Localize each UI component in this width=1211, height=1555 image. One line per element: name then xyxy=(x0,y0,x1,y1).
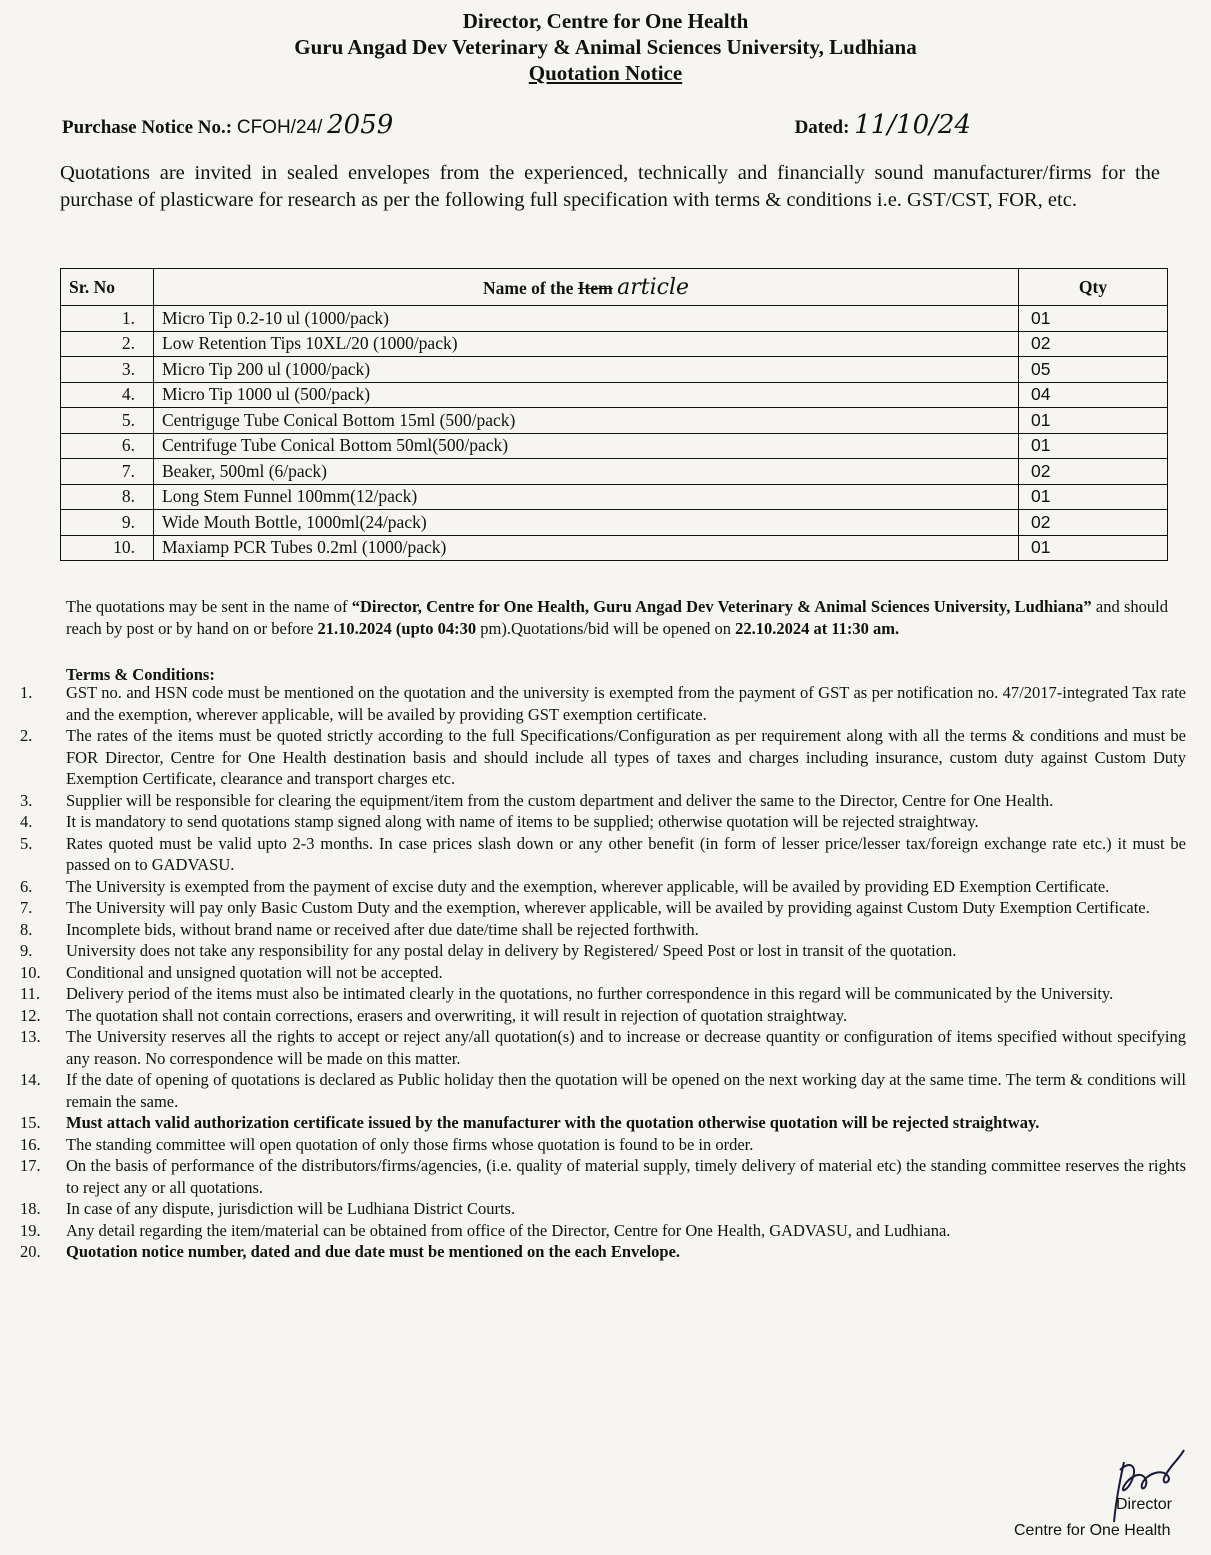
term-number: 19. xyxy=(20,1220,41,1240)
row-item-name: Centriguge Tube Conical Bottom 15ml (500/pack) xyxy=(154,408,1019,434)
row-qty: 01 xyxy=(1019,433,1168,459)
table-row xyxy=(61,331,1168,357)
term-text: On the basis of performance of the distributors/firms/agencies, (i.e. quality of material supply, timely delivery of material etc) the standing committee reserves the rights to reject any or all quotations. xyxy=(66,1156,1186,1197)
row-sr-no: 9. xyxy=(61,510,154,536)
row-qty: 02 xyxy=(1019,459,1168,485)
row-sr-no: 7. xyxy=(61,459,154,485)
term-number: 20. xyxy=(20,1242,41,1261)
row-qty: 01 xyxy=(1019,535,1168,561)
term-item xyxy=(16,811,1186,833)
terms-heading: Terms & Conditions: xyxy=(66,665,215,684)
items-table-body xyxy=(61,306,1168,561)
term-number: 4. xyxy=(20,812,33,831)
term-item xyxy=(16,897,1186,919)
document-header xyxy=(0,8,1211,86)
col-name-struck-word: Item xyxy=(577,277,613,298)
purchase-notice-handwritten-number: 2059 xyxy=(327,110,394,140)
term-item xyxy=(16,1220,1186,1242)
term-number: 11. xyxy=(20,984,41,1003)
term-item xyxy=(16,962,1186,984)
term-text: The quotation shall not contain corrections, erasers and overwriting, it will result in rejection of quotation straightway. xyxy=(66,1005,848,1025)
purchase-notice-prefix: CFOH/24/ xyxy=(236,117,323,138)
term-number: 12. xyxy=(20,1005,41,1025)
row-item-name: Low Retention Tips 10XL/20 (1000/pack) xyxy=(154,331,1019,357)
table-row xyxy=(61,382,1168,408)
term-item xyxy=(16,940,1186,962)
term-item xyxy=(16,833,1186,876)
items-table xyxy=(60,268,1168,561)
term-item xyxy=(16,1026,1186,1069)
term-item xyxy=(16,1069,1186,1112)
term-text: The University is exempted from the payment of excise duty and the exemption, wherever applicable, will be availed by providing ED Exemption Certificate. xyxy=(66,876,1110,896)
term-text: If the date of opening of quotations is declared as Public holiday then the quotation will be opened on the next working day at the same time. The term & conditions will remain the same. xyxy=(66,1070,1186,1111)
table-row xyxy=(61,535,1168,561)
intro-paragraph: Quotations are invited in sealed envelopes from the experienced, technically and financially sound manufacturer/firms for the purchase of plasticware for research as per the following full specification with terms & conditions i.e. GST/CST, FOR, etc. xyxy=(60,162,1160,211)
term-number: 18. xyxy=(20,1199,41,1218)
dated-handwritten-value: 11/10/24 xyxy=(854,110,971,140)
col-qty: Qty xyxy=(1019,269,1168,306)
term-text: The University reserves all the rights to accept or reject any/all quotation(s) and to increase or decrease quantity or configuration of items specified without specifying any reason. No correspondence will be made on this matter. xyxy=(66,1027,1186,1068)
term-text: The rates of the items must be quoted strictly according to the full Specifications/Configuration as per requirement along with all the terms & conditions and must be FOR Director, Centre for One Health destination basis and should include all types of taxes and charges including insurance, custom duty against Custom Duty Exemption Certificate, clearance and transport charges etc. xyxy=(66,726,1186,788)
term-number: 2. xyxy=(20,726,33,745)
term-number: 9. xyxy=(20,941,33,960)
term-text: Conditional and unsigned quotation will not be accepted. xyxy=(66,962,443,982)
row-sr-no: 8. xyxy=(61,484,154,510)
row-sr-no: 3. xyxy=(61,357,154,383)
row-qty: 01 xyxy=(1019,408,1168,434)
table-row xyxy=(61,433,1168,459)
table-row xyxy=(61,510,1168,536)
term-text: University does not take any responsibility for any postal delay in delivery by Registered/ Speed Post or lost in transit of the quotation. xyxy=(66,941,957,960)
signature-title: Director xyxy=(1116,1496,1173,1513)
row-item-name: Micro Tip 200 ul (1000/pack) xyxy=(154,357,1019,383)
term-number: 3. xyxy=(20,790,33,810)
col-sr-no: Sr. No xyxy=(61,269,154,306)
term-text: Any detail regarding the item/material can be obtained from office of the Director, Centre for One Health, GADVASU, and Ludhiana. xyxy=(66,1220,951,1240)
row-sr-no: 2. xyxy=(61,331,154,357)
dated-label: Dated: xyxy=(794,117,850,138)
row-sr-no: 10. xyxy=(61,535,154,561)
submission-due-date: 21.10.2024 (upto 04:30 xyxy=(317,618,477,638)
row-item-name: Micro Tip 1000 ul (500/pack) xyxy=(154,382,1019,408)
table-row xyxy=(61,484,1168,510)
term-text: Supplier will be responsible for clearing the equipment/item from the custom department and deliver the same to the Director, Centre for One Health. xyxy=(66,790,1054,810)
term-number: 15. xyxy=(20,1113,41,1132)
term-item xyxy=(16,1112,1186,1134)
term-text: GST no. and HSN code must be mentioned on the quotation and the university is exempted from the payment of GST as per notification no. 47/2017-integrated Tax rate and the exemption, wherever applicable, will be availed by providing GST exemption certificate. xyxy=(66,683,1186,724)
term-item xyxy=(16,919,1186,941)
table-row xyxy=(61,357,1168,383)
term-text: Rates quoted must be valid upto 2-3 months. In case prices slash down or any other benefit (in form of lesser price/lesser tax/foreign exchange rate etc.) it must be passed on to GADVASU. xyxy=(66,833,1186,874)
term-item xyxy=(16,682,1186,725)
row-qty: 01 xyxy=(1019,484,1168,510)
row-item-name: Maxiamp PCR Tubes 0.2ml (1000/pack) xyxy=(154,535,1019,561)
terms-list xyxy=(16,682,1186,1263)
term-number: 16. xyxy=(20,1134,41,1154)
term-text: The University will pay only Basic Custom Duty and the exemption, wherever applicable, will be availed by providing against Custom Duty Exemption Certificate. xyxy=(66,898,1150,917)
col-item-name xyxy=(154,269,1019,306)
row-qty: 04 xyxy=(1019,382,1168,408)
header-university-line: Guru Angad Dev Veterinary & Animal Sciences University, Ludhiana xyxy=(294,35,917,59)
table-row xyxy=(61,408,1168,434)
term-text: The standing committee will open quotation of only those firms whose quotation is found to be in order. xyxy=(66,1134,754,1154)
dated-field xyxy=(795,110,971,140)
submission-paragraph xyxy=(66,596,1168,639)
signature-block xyxy=(1012,1440,1202,1550)
term-number: 17. xyxy=(20,1156,41,1175)
term-number: 13. xyxy=(20,1027,41,1046)
submission-addressee: “Director, Centre for One Health, Guru Angad Dev Veterinary & Animal Sciences University, Ludhiana” xyxy=(351,597,1092,616)
signature-department: Centre for One Health xyxy=(1014,1522,1171,1539)
row-qty: 02 xyxy=(1019,331,1168,357)
row-sr-no: 1. xyxy=(61,306,154,332)
row-item-name: Micro Tip 0.2-10 ul (1000/pack) xyxy=(154,306,1019,332)
term-text: Quotation notice number, dated and due date must be mentioned on the each Envelope. xyxy=(66,1242,681,1261)
term-item xyxy=(16,1005,1186,1027)
row-qty: 02 xyxy=(1019,510,1168,536)
col-name-prefix: Name of the xyxy=(482,277,574,298)
row-sr-no: 6. xyxy=(61,433,154,459)
term-item xyxy=(16,1198,1186,1220)
term-text: In case of any dispute, jurisdiction will be Ludhiana District Courts. xyxy=(66,1199,516,1218)
term-number: 14. xyxy=(20,1070,41,1089)
term-item xyxy=(16,725,1186,790)
items-table-header xyxy=(61,269,1168,306)
row-item-name: Beaker, 500ml (6/pack) xyxy=(154,459,1019,485)
row-sr-no: 5. xyxy=(61,408,154,434)
submission-mid: and should reach by post or by hand on or before xyxy=(66,597,1168,638)
submission-opening-date: 22.10.2024 at 11:30 am. xyxy=(735,618,900,638)
purchase-notice-label: Purchase Notice No.: xyxy=(62,117,233,138)
notice-title: Quotation Notice xyxy=(528,61,683,85)
table-row xyxy=(61,306,1168,332)
row-item-name: Centrifuge Tube Conical Bottom 50ml(500/pack) xyxy=(154,433,1019,459)
row-qty: 05 xyxy=(1019,357,1168,383)
term-item xyxy=(16,1241,1186,1263)
row-item-name: Wide Mouth Bottle, 1000ml(24/pack) xyxy=(154,510,1019,536)
term-number: 5. xyxy=(20,833,33,853)
purchase-notice-line xyxy=(62,110,1151,144)
term-number: 10. xyxy=(20,962,41,982)
term-text: Incomplete bids, without brand name or received after due date/time shall be rejected forthwith. xyxy=(66,919,699,939)
term-text: Delivery period of the items must also be intimated clearly in the quotations, no further correspondence in this regard will be communicated by the University. xyxy=(66,984,1114,1003)
term-text: It is mandatory to send quotations stamp signed along with name of items to be supplied; otherwise quotation will be rejected straightway. xyxy=(66,812,979,831)
term-number: 1. xyxy=(20,683,33,702)
term-text: Must attach valid authorization certificate issued by the manufacturer with the quotation otherwise quotation will be rejected straightway. xyxy=(66,1113,1040,1132)
term-item xyxy=(16,1155,1186,1198)
term-item xyxy=(16,790,1186,812)
row-qty: 01 xyxy=(1019,306,1168,332)
term-number: 7. xyxy=(20,898,33,917)
term-item xyxy=(16,876,1186,898)
term-number: 6. xyxy=(20,876,33,896)
col-name-handwritten-word: article xyxy=(617,274,689,300)
table-row xyxy=(61,459,1168,485)
row-sr-no: 4. xyxy=(61,382,154,408)
row-item-name: Long Stem Funnel 100mm(12/pack) xyxy=(154,484,1019,510)
submission-mid2: pm).Quotations/bid will be opened on xyxy=(476,618,736,638)
submission-pre: The quotations may be sent in the name of xyxy=(66,597,352,616)
term-number: 8. xyxy=(20,919,33,939)
header-director-line: Director, Centre for One Health xyxy=(462,9,749,33)
term-item xyxy=(16,1134,1186,1156)
term-item xyxy=(16,983,1186,1005)
